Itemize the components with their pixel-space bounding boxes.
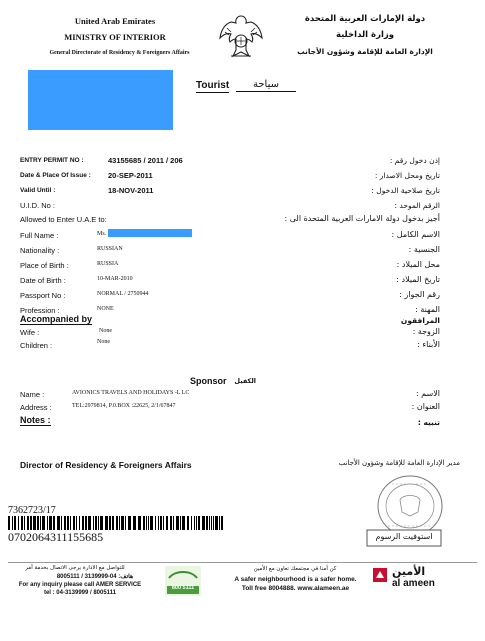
amer-number: 800 5111: [171, 585, 195, 591]
barcode-bar: [57, 516, 60, 530]
footer-center-en1: A safer neighbourhood is a safer home.: [234, 576, 357, 583]
barcode-bar: [170, 516, 172, 530]
barcode-bar: [173, 516, 174, 530]
footer-center-en2: Toll free 8004888. www.alameen.ae: [241, 585, 350, 592]
barcode-bar: [116, 516, 118, 530]
barcode: [8, 516, 228, 530]
barcode-bar: [8, 516, 10, 530]
barcode-bar: [221, 516, 223, 530]
barcode-bar: [64, 516, 66, 530]
barcode-bar: [85, 516, 87, 530]
sponsor-name-ar: الاسم :: [415, 389, 440, 398]
issue-label: Date & Place Of Issue :: [20, 172, 91, 179]
barcode-top-number: 7362723/17: [8, 505, 56, 516]
barcode-bar: [109, 516, 111, 530]
barcode-bar: [79, 516, 80, 530]
valid-until-label: Valid Until :: [20, 187, 56, 194]
footer-left-ar2: هاتف: 04-3139999 / 8005111: [56, 574, 134, 580]
barcode-bottom-number: 0702064311155685: [8, 530, 104, 544]
wife-label: Wife :: [20, 328, 40, 337]
barcode-bar: [18, 516, 19, 530]
barcode-bar: [213, 516, 214, 530]
full-name-ar: الاسم الكامل :: [391, 230, 440, 239]
barcode-bar: [155, 516, 156, 530]
children-value: None: [97, 339, 110, 345]
barcode-bar: [121, 516, 124, 530]
barcode-bar: [98, 516, 99, 530]
barcode-bar: [128, 516, 131, 530]
profession-value: NONE: [97, 306, 114, 312]
nationality-ar: الجنسية :: [408, 245, 440, 254]
barcode-bar: [219, 516, 220, 530]
date-of-birth-ar: تاريخ الميلاد :: [396, 275, 440, 284]
barcode-bar: [163, 516, 164, 530]
entry-permit-value: 43155685 / 2011 / 206: [108, 156, 183, 165]
sponsor-address-value: TEL:2979814, P.0.BOX :22625, 2/1/67847: [72, 403, 176, 409]
barcode-bar: [211, 516, 212, 530]
barcode-bar: [47, 516, 48, 530]
footer-left-en2: tel : 04-3139999 / 8005111: [43, 590, 117, 596]
wife-value: None: [99, 328, 112, 334]
children-ar: الأبناء :: [417, 340, 440, 349]
barcode-bar: [191, 516, 192, 530]
passport-ar: رقم الجواز :: [399, 290, 440, 299]
notes-label: Notes :: [20, 415, 51, 425]
redacted-photo-area: [28, 70, 173, 130]
profession-ar: المهنة :: [415, 305, 440, 314]
barcode-bar: [40, 516, 41, 530]
barcode-bar: [27, 516, 29, 530]
barcode-bar: [206, 516, 208, 530]
place-of-birth-label: Place of Birth :: [20, 261, 69, 270]
sponsor-name-label: Name :: [20, 390, 45, 399]
stamp-text: استوفيت الرسوم: [375, 532, 433, 541]
barcode-bar: [70, 516, 71, 530]
sponsor-name-value: AVIONICS TRAVELS AND HOLIDAYS -L LC: [72, 390, 190, 396]
barcode-bar: [125, 516, 126, 530]
barcode-bar: [112, 516, 114, 530]
place-of-birth-ar: محل الميلاد :: [396, 260, 440, 269]
sponsor-heading-en: Sponsor: [190, 376, 227, 386]
barcode-bar: [42, 516, 45, 530]
valid-until-value: 18-NOV-2011: [108, 186, 154, 195]
redacted-name: [108, 229, 192, 237]
barcode-bar: [209, 516, 210, 530]
barcode-bar: [30, 516, 32, 530]
full-name-value: Ms.: [97, 231, 107, 237]
barcode-bar: [100, 516, 103, 530]
nationality-value: RUSSIAN: [97, 246, 123, 252]
header-ar-line1: دولة الإمارات العربية المتحدة: [304, 14, 426, 24]
allowed-label: Allowed to Enter U.A.E to:: [20, 215, 107, 224]
passport-value: NORMAL / 2750944: [97, 291, 149, 297]
barcode-bar: [176, 516, 179, 530]
footer-divider: [8, 562, 477, 563]
document-title-ar: سياحة: [236, 79, 296, 92]
barcode-bar: [146, 516, 147, 530]
passport-label: Passport No :: [20, 291, 66, 300]
barcode-bar: [160, 516, 162, 530]
sponsor-address-label: Address :: [20, 403, 52, 412]
issue-ar: تاريخ ومحل الاصدار :: [374, 171, 440, 180]
barcode-bar: [187, 516, 189, 530]
barcode-bar: [67, 516, 69, 530]
amer-logo-icon: [165, 566, 201, 596]
footer-left-en1: For any inquiry please call AMER SERVICE: [18, 582, 142, 588]
footer-left-ar: للتواصل مع الادارة يرجى الاتصال بخدمة آمر: [25, 565, 125, 571]
barcode-bar: [61, 516, 62, 530]
barcode-bar: [180, 516, 181, 530]
barcode-bar: [166, 516, 168, 530]
barcode-bar: [133, 516, 136, 530]
header-en-line2: MINISTRY OF INTERIOR: [64, 32, 166, 42]
alameen-en: al ameen: [392, 578, 435, 589]
director-en: Director of Residency & Foreigners Affairs: [20, 460, 192, 470]
header-en-line1: United Arab Emirates: [74, 16, 156, 26]
accompanied-heading-ar: المرافقون: [400, 316, 440, 325]
notes-ar: تنبيه :: [417, 418, 440, 427]
uid-ar: الرقم الموحد :: [394, 201, 440, 210]
barcode-bar: [138, 516, 141, 530]
barcode-bar: [105, 516, 108, 530]
director-ar: مدير الإدارة العامة للإقامة وشؤون الأجانب: [338, 459, 460, 467]
barcode-bar: [21, 516, 23, 530]
full-name-label: Full Name :: [20, 231, 59, 240]
children-label: Children :: [20, 341, 53, 350]
profession-label: Profession :: [20, 306, 60, 315]
nationality-label: Nationality :: [20, 246, 60, 255]
barcode-bar: [37, 516, 39, 530]
barcode-bar: [198, 516, 200, 530]
barcode-bar: [76, 516, 77, 530]
place-of-birth-value: RUSSIA: [97, 261, 119, 267]
document-title-en: Tourist: [196, 80, 230, 91]
sponsor-address-ar: العنوان :: [411, 402, 440, 411]
sponsor-heading-ar: الكفيل: [234, 377, 256, 385]
barcode-bar: [14, 516, 16, 530]
barcode-bar: [148, 516, 149, 530]
barcode-bar: [93, 516, 94, 530]
wife-ar: الزوجة :: [412, 327, 440, 336]
barcode-bar: [202, 516, 205, 530]
barcode-bar: [158, 516, 159, 530]
barcode-bar: [215, 516, 218, 530]
header-en-line3: General Directorate of Residency & Foreigners Affairs: [49, 50, 190, 56]
alameen-ar: الأمين: [392, 565, 426, 578]
barcode-bar: [196, 516, 197, 530]
barcode-bar: [24, 516, 25, 530]
barcode-bar: [88, 516, 91, 530]
footer-center-ar: كن أمنا في مجتمعك تعاون مع الأمين: [253, 566, 337, 572]
header-ar-line2: وزارة الداخلية: [335, 30, 395, 40]
barcode-bar: [53, 516, 55, 530]
uae-emblem-icon: [217, 12, 265, 62]
entry-permit-ar: إذن دخول رقم :: [389, 156, 440, 165]
accompanied-heading-en: Accompanied by: [20, 314, 93, 324]
barcode-bar: [33, 516, 36, 530]
header-ar-line3: الإدارة العامة للإقامة وشؤون الأجانب: [297, 47, 433, 56]
barcode-bar: [49, 516, 52, 530]
valid-until-ar: تاريخ صلاحية الدخول :: [371, 186, 440, 195]
barcode-bar: [12, 516, 13, 530]
date-of-birth-label: Date of Birth :: [20, 276, 66, 285]
allowed-ar: أجيز بدخول دولة الامارات العربية المتحدة الى :: [284, 214, 440, 223]
barcode-bar: [150, 516, 153, 530]
uid-label: U.I.D. No :: [20, 201, 56, 210]
barcode-bar: [73, 516, 75, 530]
barcode-bar: [143, 516, 145, 530]
barcode-bar: [82, 516, 84, 530]
date-of-birth-value: 10-MAR-2010: [97, 276, 133, 282]
barcode-bar: [119, 516, 120, 530]
issue-value: 20-SEP-2011: [108, 171, 153, 180]
barcode-bar: [194, 516, 195, 530]
barcode-bar: [95, 516, 97, 530]
barcode-bar: [182, 516, 185, 530]
entry-permit-label: ENTRY PERMIT NO :: [20, 157, 84, 164]
alameen-logo-icon: [373, 568, 387, 582]
